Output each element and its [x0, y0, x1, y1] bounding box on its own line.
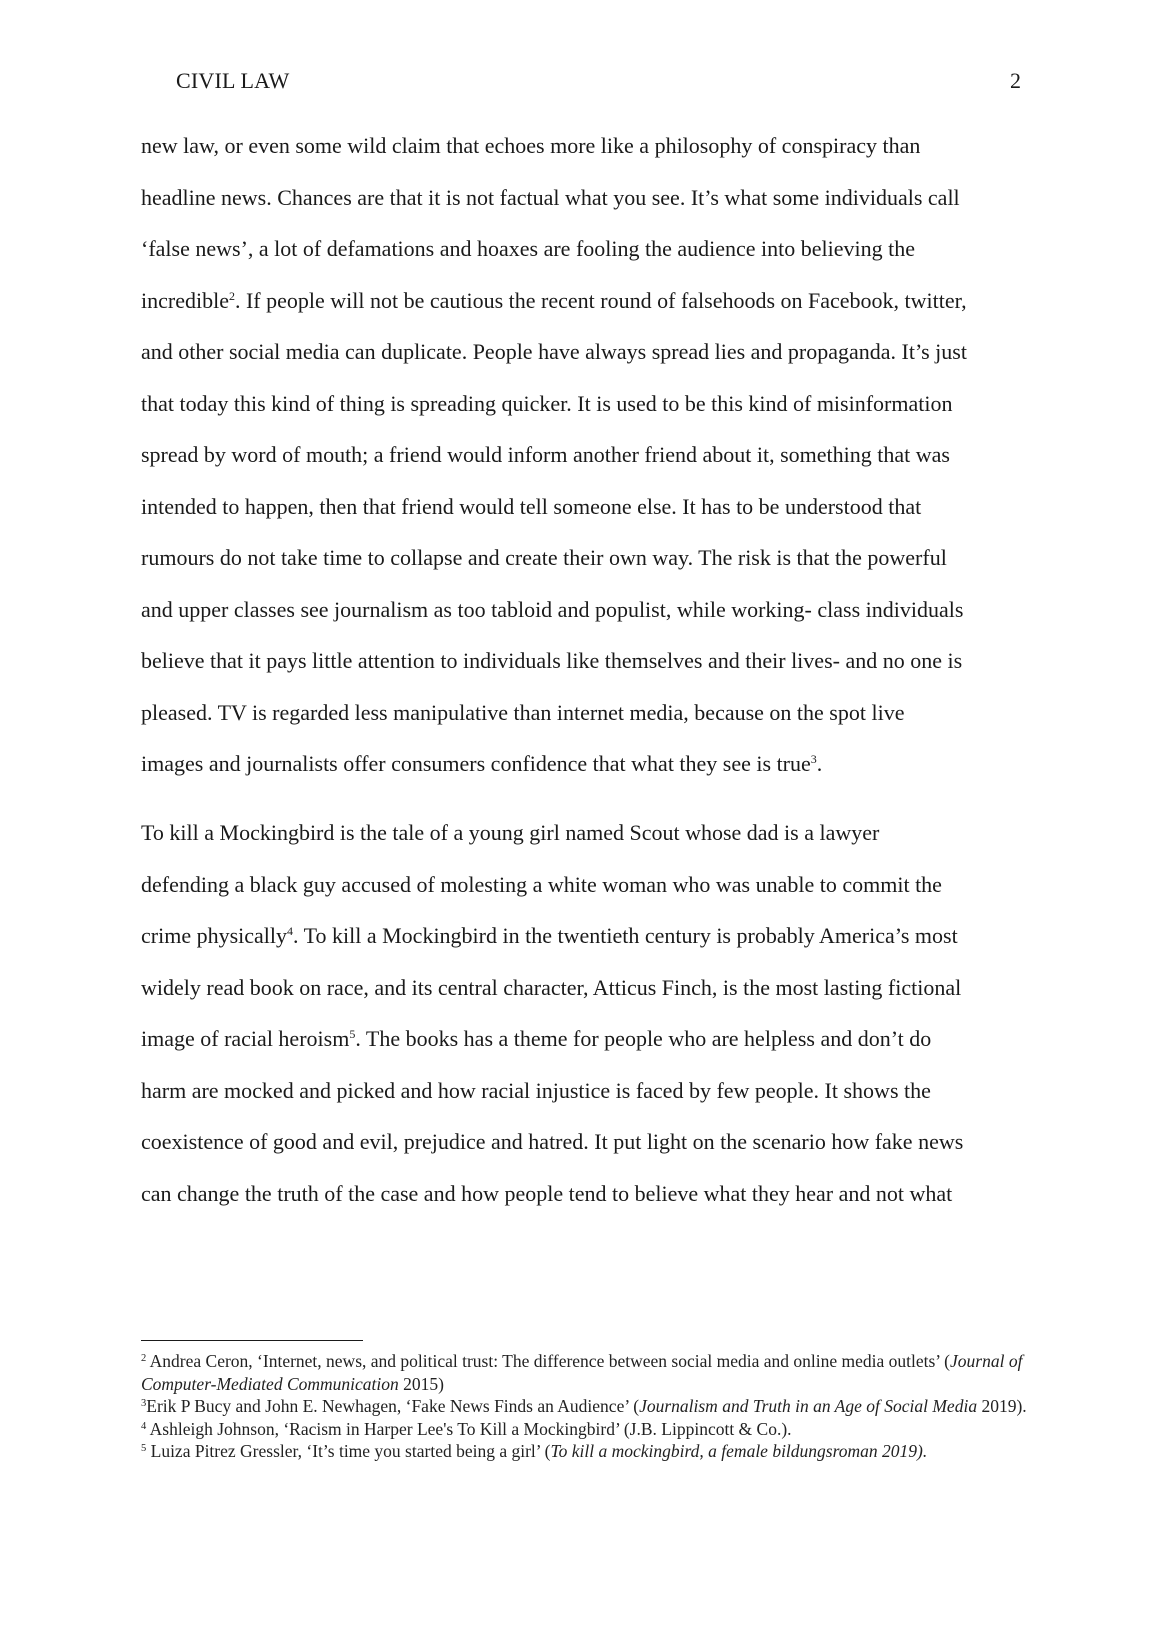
footnote-5 [141, 1440, 1031, 1463]
text-segment: . [816, 751, 823, 776]
text-line: and upper classes see journalism as too tabloid and populist, while working- class individuals [141, 596, 964, 622]
footnote-4 [141, 1418, 1031, 1441]
text-line: ‘false news’, a lot of defamations and hoaxes are fooling the audience into believing the [141, 236, 916, 261]
footnote-ref-4[interactable]: 4 [287, 924, 294, 938]
text-line: spread by word of mouth; a friend would inform another friend about it, something that was [141, 442, 950, 467]
footnote-2 [141, 1350, 1031, 1395]
footnote-ref-3[interactable]: 3 [810, 752, 817, 766]
text-line: and other social media can duplicate. People have always spread lies and propaganda. It’s just [141, 339, 967, 364]
footnote-text: Erik P Bucy and John E. Newhagen, ‘Fake News Finds an Audience’ ( [146, 1396, 640, 1416]
text-line-with-footnote [141, 750, 822, 778]
text-line: intended to happen, then that friend would tell someone else. It has to be understood that [141, 493, 922, 519]
text-line: believe that it pays little attention to individuals like themselves and their lives- and no one is [141, 648, 963, 673]
running-header: CIVIL LAW [176, 68, 290, 93]
text-segment: images and journalists offer consumers confidence that what they see is true [141, 751, 811, 776]
text-segment: . If people will not be cautious the recent round of falsehoods on Facebook, twitter, [234, 287, 967, 313]
footnote-3 [141, 1395, 1031, 1418]
text-line: can change the truth of the case and how people tend to believe what they hear and not what [141, 1180, 953, 1206]
text-line: To kill a Mockingbird is the tale of a young girl named Scout whose dad is a lawyer [141, 820, 880, 845]
footnote-separator [141, 1340, 363, 1341]
text-line: headline news. Chances are that it is not factual what you see. It’s what some individuals call [141, 184, 960, 210]
text-segment: . To kill a Mockingbird in the twentieth century is probably America’s most [293, 923, 958, 948]
footnote-text: 2015) [398, 1373, 444, 1394]
text-line: that today this kind of thing is spreading quicker. It is used to be this kind of misinformation [141, 390, 953, 416]
text-segment: incredible [141, 287, 229, 313]
footnote-text: Andrea Ceron, ‘Internet, news, and political trust: The difference between social media and online media outlets’ ( [146, 1351, 951, 1371]
footnote-text: 2019). [977, 1396, 1027, 1416]
text-line-with-footnote [141, 922, 958, 950]
footnote-italic: Journalism and Truth in an Age of Social Media [639, 1396, 978, 1416]
footnote-number: 5 [141, 1443, 147, 1454]
footnote-text: Luiza Pitrez Gressler, ‘It’s time you started being a girl’ ( [146, 1441, 551, 1461]
text-line-with-footnote [141, 1025, 931, 1053]
page-number: 2 [1010, 68, 1021, 93]
footnote-number: 3 [141, 1398, 147, 1409]
footnote-italic: Journal of Computer-Mediated Communication [141, 1351, 1023, 1394]
footnotes [141, 1350, 1031, 1463]
footnote-number: 2 [141, 1353, 147, 1364]
footnote-italic: To kill a mockingbird, a female bildungsroman 2019). [550, 1441, 928, 1461]
text-line: rumours do not take time to collapse and create their own way. The risk is that the powerful [141, 545, 947, 570]
text-line: defending a black guy accused of molesting a white woman who was unable to commit the [141, 871, 942, 897]
footnote-ref-2[interactable]: 2 [228, 288, 235, 303]
footnote-number: 4 [141, 1420, 147, 1432]
text-line-with-footnote [141, 287, 967, 315]
text-line: new law, or even some wild claim that echoes more like a philosophy of conspiracy than [141, 133, 921, 158]
text-line: pleased. TV is regarded less manipulative than internet media, because on the spot live [141, 699, 905, 725]
text-segment: . The books has a theme for people who are helpless and don’t do [355, 1026, 932, 1051]
text-segment: crime physically [141, 923, 288, 948]
text-line: coexistence of good and evil, prejudice and hatred. It put light on the scenario how fake news [141, 1129, 964, 1154]
text-segment: image of racial heroism [141, 1026, 350, 1051]
footnote-text: Ashleigh Johnson, ‘Racism in Harper Lee's To Kill a Mockingbird’ (J.B. Lippincott & Co.). [146, 1418, 792, 1439]
footnote-ref-5[interactable]: 5 [349, 1027, 356, 1041]
text-line: widely read book on race, and its central character, Atticus Finch, is the most lasting fictional [141, 974, 962, 1000]
text-line: harm are mocked and picked and how racial injustice is faced by few people. It shows the [141, 1077, 931, 1103]
